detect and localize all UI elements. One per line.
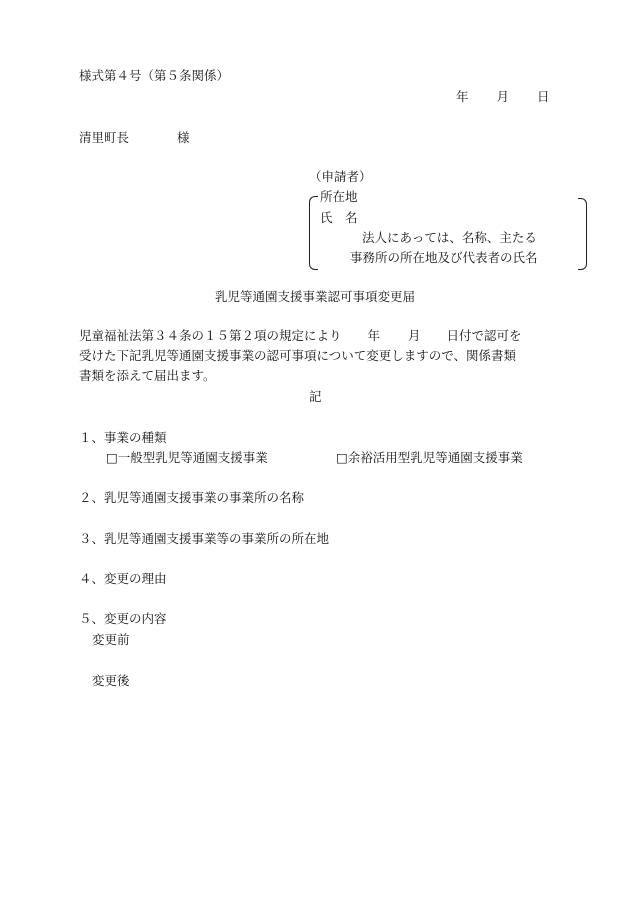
item-3-heading: ３、乳児等通園支援事業等の事業所の所在地 — [79, 531, 330, 546]
document-title: 乳児等通園支援事業認可事項変更届 — [214, 289, 415, 304]
body-line-1-year: 年 — [367, 328, 381, 343]
form-number: 様式第４号（第５条関係） — [79, 68, 230, 83]
applicant-note-line1: 法人にあっては、名称、主たる — [362, 230, 537, 245]
applicant-note-line2: 事務所の所在地及び代表者の氏名 — [350, 250, 538, 265]
option-surplus-type: □余裕活用型乳児等通園支援事業 — [336, 450, 523, 465]
addressee — [79, 132, 190, 145]
body-line-1 — [79, 330, 522, 343]
body-line-3: 書類を添えて届出ます。 — [79, 368, 216, 383]
ki-heading: 記 — [309, 389, 322, 404]
name-label: 氏 名 — [320, 210, 358, 225]
after-change-label: 変更後 — [92, 673, 130, 688]
date-day: 日 — [537, 89, 550, 104]
item-4-heading: ４、変更の理由 — [79, 571, 167, 586]
option-general-type: □一般型乳児等通園支援事業 — [106, 450, 268, 465]
item-5-heading: ５、変更の内容 — [79, 611, 167, 626]
left-bracket — [309, 196, 318, 270]
address-label: 所在地 — [320, 189, 358, 204]
addressee-honorific: 様 — [177, 130, 190, 145]
applicant-label: （申請者） — [309, 169, 372, 184]
item-1-heading: １、事業の種類 — [79, 430, 167, 445]
item-2-heading: ２、乳児等通園支援事業の事業所の名称 — [79, 490, 305, 505]
body-line-1-month: 月 — [408, 328, 421, 343]
addressee-name: 清里町長 — [79, 130, 130, 145]
date-line — [456, 91, 550, 104]
date-year: 年 — [456, 89, 469, 104]
date-month: 月 — [496, 89, 510, 104]
body-line-1-part2: 日付で認可を — [446, 328, 522, 343]
body-line-1-part1: 児童福祉法第３４条の１５第２項の規定により — [79, 328, 342, 343]
right-bracket — [578, 198, 587, 270]
body-line-2: 受けた下記乳児等通園支援事業の認可事項について変更しますので、関係書類 — [79, 348, 517, 363]
before-change-label: 変更前 — [92, 632, 130, 647]
